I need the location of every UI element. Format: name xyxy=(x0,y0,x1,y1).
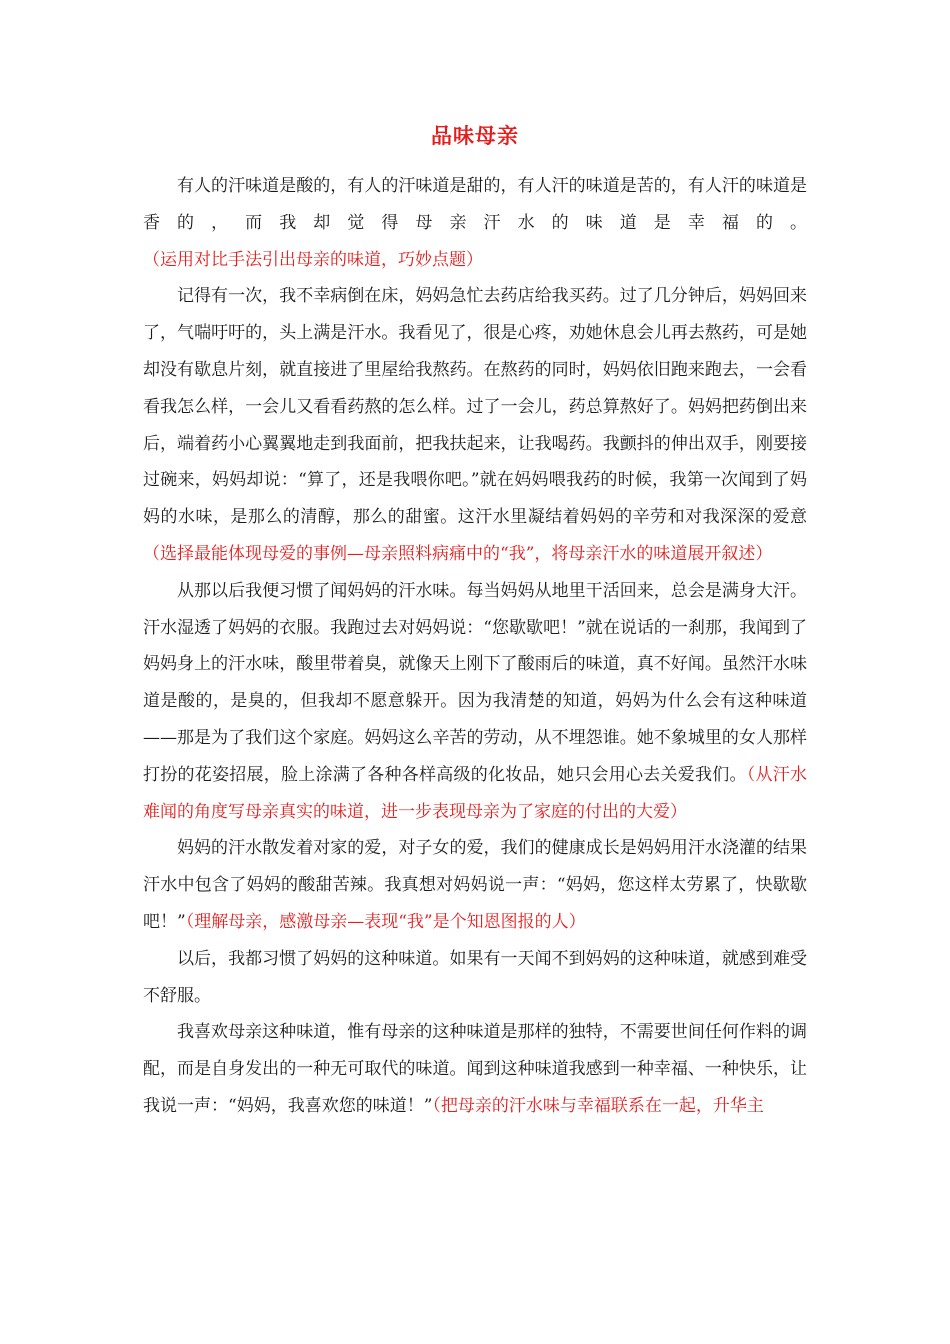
annotation-note: （从汗水难闻的角度写母亲真实的味道，进一步表现母亲为了家庭的付出的大爱） xyxy=(143,764,807,822)
page-title: 品味母亲 xyxy=(431,123,519,148)
paragraph-2 xyxy=(143,278,807,572)
essay-body xyxy=(143,168,807,1125)
paragraph-5 xyxy=(143,941,807,1015)
paragraph-4 xyxy=(143,830,807,940)
paragraph-text: 记得有一次，我不幸病倒在床，妈妈急忙去药店给我买药。过了几分钟后，妈妈回来了，气喘吁吁的，头上满是汗水。我看见了，很是心疼，劝她休息会儿再去熬药，可是她却没有歇息片刻，就直接进了里屋给我熬药。在熬药的同时，妈妈依旧跑来跑去，一会看看我怎么样，一会儿又看看药熬的怎么样。过了一会儿，药总算熬好了。妈妈把药倒出来后，端着药小心翼翼地走到我面前，把我扶起来，让我喝药。我颤抖的伸出双手，刚要接过碗来，妈妈却说：“算了，还是我喂你吧。”就在妈妈喂我药的时候，我第一次闻到了妈妈的水味，是那么的清醇，那么的甜蜜。这汗水里凝结着妈妈的辛劳和对我深深的爱意 xyxy=(143,286,807,528)
paragraph-6 xyxy=(143,1014,807,1124)
paragraph-1 xyxy=(143,168,807,278)
annotation-note: （运用对比手法引出母亲的味道，巧妙点题） xyxy=(143,249,483,270)
paragraph-text: 有人的汗味道是酸的，有人的汗味道是甜的，有人汗的味道是苦的，有人汗的味道是香的，而我却觉得母亲汗水的味道是幸福的。 xyxy=(143,176,807,233)
paragraph-3 xyxy=(143,573,807,831)
annotation-note: （把母亲的汗水味与幸福联系在一起，升华主 xyxy=(432,1095,764,1116)
annotation-note: （选择最能体现母爱的事例—母亲照料病痛中的“我”，将母亲汗水的味道展开叙述） xyxy=(143,543,773,564)
paragraph-text: 以后，我都习惯了妈妈的这种味道。如果有一天闻不到妈妈的这种味道，就感到难受不舒服。 xyxy=(143,948,807,1006)
annotation-note: （理解母亲，感激母亲—表现“我”是个知恩图报的人） xyxy=(185,911,586,932)
paragraph-text: 妈妈的汗水散发着对家的爱，对子女的爱，我们的健康成长是妈妈用汗水浇灌的结果汗水中包含了妈妈的酸甜苦辣。我真想对妈妈说一声：“妈妈，您这样太劳累了，快歇歇吧！” xyxy=(143,838,807,932)
paragraph-text: 从那以后我便习惯了闻妈妈的汗水味。每当妈妈从地里干活回来，总会是满身大汗。汗水湿透了妈妈的衣服。我跑过去对妈妈说：“您歇歇吧！”就在说话的一刹那，我闻到了妈妈身上的汗水味，酸里带着臭，就像天上刚下了酸雨后的味道，真不好闻。虽然汗水味道是酸的，是臭的，但我却不愿意躲开。因为我清楚的知道，妈妈为什么会有这种味道——那是为了我们这个家庭。妈妈这么辛苦的劳动，从不埋怨谁。她不象城里的女人那样打扮的花姿招展，脸上涂满了各种各样高级的化妆品，她只会用心去关爱我们。 xyxy=(143,580,807,785)
paragraph-text: 我喜欢母亲这种味道，惟有母亲的这种味道是那样的独特，不需要世间任何作料的调配，而是自身发出的一种无可取代的味道。闻到这种味道我感到一种幸福、一种快乐，让我说一声：“妈妈，我喜欢您的味道！” xyxy=(143,1022,807,1116)
